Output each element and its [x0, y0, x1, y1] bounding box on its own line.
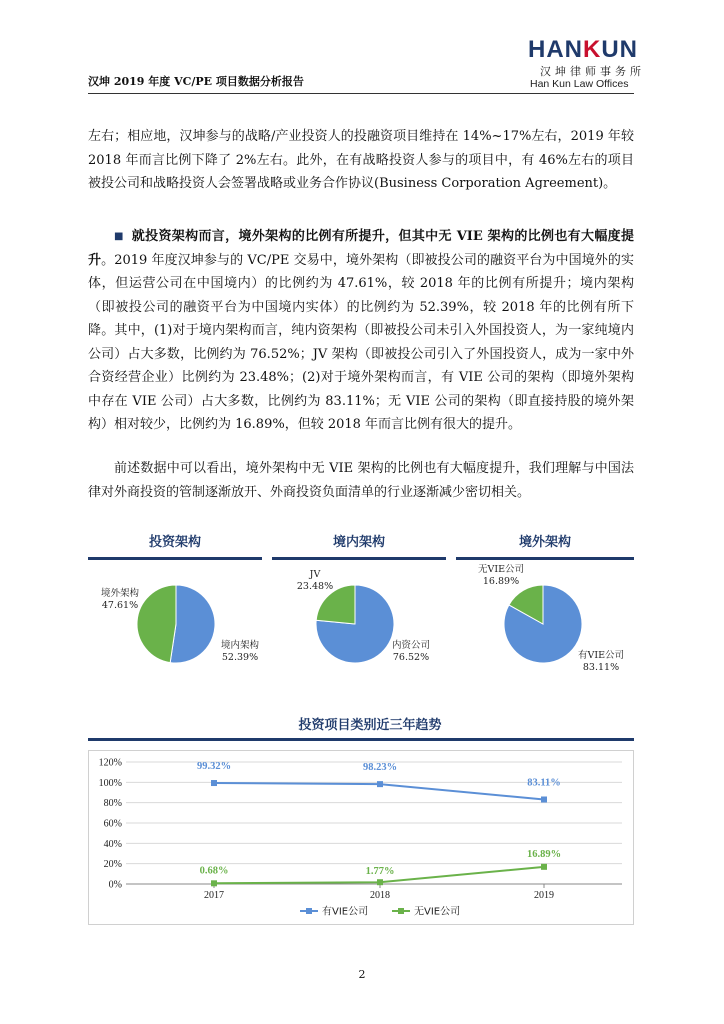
data-point-无VIE公司	[211, 880, 217, 886]
data-point-无VIE公司	[377, 879, 383, 885]
slice-name: 境内架构	[220, 640, 259, 651]
legend-marker	[306, 908, 312, 914]
y-tick-label: 100%	[98, 777, 122, 789]
paragraph-2-heading: 就投资架构而言，境外架构的比例有所提升，但其中无 VIE 架构的比例也有大幅度提升	[88, 229, 634, 268]
logo-han: HAN	[528, 36, 583, 63]
pie-label-jv	[290, 569, 340, 593]
pie-label-offshore	[92, 588, 148, 612]
pie-title-rule	[272, 557, 446, 560]
logo-chinese: 汉坤律师事务所	[540, 65, 645, 78]
pie-slice-境内架构	[170, 585, 215, 663]
paragraph-3-text: 前述数据中可以看出，境外架构中无 VIE 架构的比例也有大幅度提升，我们理解与中国法律对外商投资的管制逐渐放开、外商投资负面清单的行业逐渐减少密切相关。	[88, 461, 634, 500]
pie-chart-investment-structure	[136, 584, 216, 664]
y-tick-label: 40%	[103, 838, 122, 850]
y-tick-label: 20%	[103, 859, 122, 871]
slice-value: 76.52%	[392, 652, 430, 663]
pie-panel-domestic-structure	[272, 531, 446, 560]
slice-name: 有VIE公司	[577, 650, 625, 661]
line-chart-trend	[88, 750, 634, 925]
hankun-logo	[528, 38, 638, 62]
square-bullet-icon: ■	[114, 231, 124, 242]
logo-k: K	[583, 36, 602, 63]
paragraph-1-text: 左右；相应地，汉坤参与的战略/产业投资人的投融资项目维持在 14%~17%左右，2019 年较 2018 年而言比例下降了 2%左右。此外，在有战略投资人参与的项目中，有 46%左右的项目被投公司和战略投资人会签署战略或业务合作协议(Business Corporation Agreement)。	[88, 129, 634, 191]
pie-panel-investment-structure	[88, 531, 262, 560]
paragraph-3	[88, 457, 634, 504]
report-title: 汉坤 2019 年度 VC/PE 项目数据分析报告	[88, 75, 304, 88]
data-label-有VIE公司: 98.23%	[362, 762, 398, 774]
slice-name: 无VIE公司	[477, 564, 525, 575]
legend-label: 有VIE公司	[322, 906, 369, 918]
data-point-有VIE公司	[377, 781, 383, 787]
legend-label: 无VIE公司	[414, 906, 461, 918]
data-label-有VIE公司: 83.11%	[527, 777, 561, 789]
y-tick-label: 60%	[103, 818, 122, 830]
pie-label-no-vie	[468, 564, 534, 588]
pie-title: 境内架构	[332, 535, 385, 550]
data-point-有VIE公司	[541, 797, 547, 803]
x-tick-label: 2018	[370, 890, 390, 901]
pie-title-rule	[88, 557, 262, 560]
x-tick-label: 2017	[204, 890, 224, 901]
logo-english: Han Kun Law Offices	[530, 78, 629, 90]
slice-name: 境外架构	[100, 588, 139, 599]
page-number: 2	[358, 968, 366, 981]
pie-label-domestic-capital	[382, 640, 440, 664]
paragraph-1	[88, 125, 634, 196]
legend-marker	[398, 908, 404, 914]
data-point-无VIE公司	[541, 864, 547, 870]
slice-value: 52.39%	[221, 652, 259, 663]
pie-label-vie	[570, 650, 632, 674]
slice-value: 47.61%	[101, 600, 139, 611]
line-chart-title: 投资项目类别近三年趋势	[298, 718, 442, 733]
pie-title: 投资架构	[148, 535, 201, 550]
slice-value: 23.48%	[296, 581, 334, 592]
y-tick-label: 80%	[103, 798, 122, 810]
x-tick-label: 2019	[534, 890, 554, 901]
data-label-无VIE公司: 0.68%	[199, 865, 229, 877]
pie-label-domestic	[212, 640, 268, 664]
line-chart-title-rule	[88, 738, 634, 741]
y-tick-label: 120%	[98, 757, 122, 769]
pie-title-rule	[456, 557, 634, 560]
pie-title: 境外架构	[518, 535, 571, 550]
data-label-有VIE公司: 99.32%	[196, 761, 232, 773]
data-label-无VIE公司: 16.89%	[526, 848, 562, 860]
pie-panel-offshore-structure	[456, 531, 634, 560]
y-tick-label: 0%	[108, 879, 122, 891]
header-divider	[88, 93, 634, 94]
slice-name: JV	[309, 569, 321, 580]
slice-value: 83.11%	[582, 662, 620, 673]
paragraph-2-text: 。2019 年度汉坤参与的 VC/PE 交易中，境外架构（即被投公司的融资平台为中国境外的实体，但运营公司在中国境内）的比例约为 47.61%，较 2018 年的比例有所提升；境内架构（即被投公司的融资平台为中国境内实体）的比例约为 52.39%，较 2018 年的比例有所下降。其中，(1)对于境内架构而言，纯内资架构（即被投公司未引入外国投资人，为一家纯境内公司）占大多数，比例约为 76.52%；JV 架构（即被投公司引入了外国投资人，成为一家中外合资经营企业）比例约为 23.48%；(2)对于境外架构而言，有 VIE 公司的架构（即境外架构中存在 VIE 公司）占大多数，比例约为 83.11%；无 VIE 公司的架构（即直接持股的境外架构）相对较少，比例约为 16.89%，但较 2018 年而言比例有很大的提升。	[88, 252, 634, 432]
slice-name: 内资公司	[391, 640, 430, 651]
paragraph-2	[88, 225, 634, 437]
data-point-有VIE公司	[211, 780, 217, 786]
slice-value: 16.89%	[482, 576, 520, 587]
data-label-无VIE公司: 1.77%	[365, 866, 395, 878]
logo-un: UN	[601, 36, 639, 63]
